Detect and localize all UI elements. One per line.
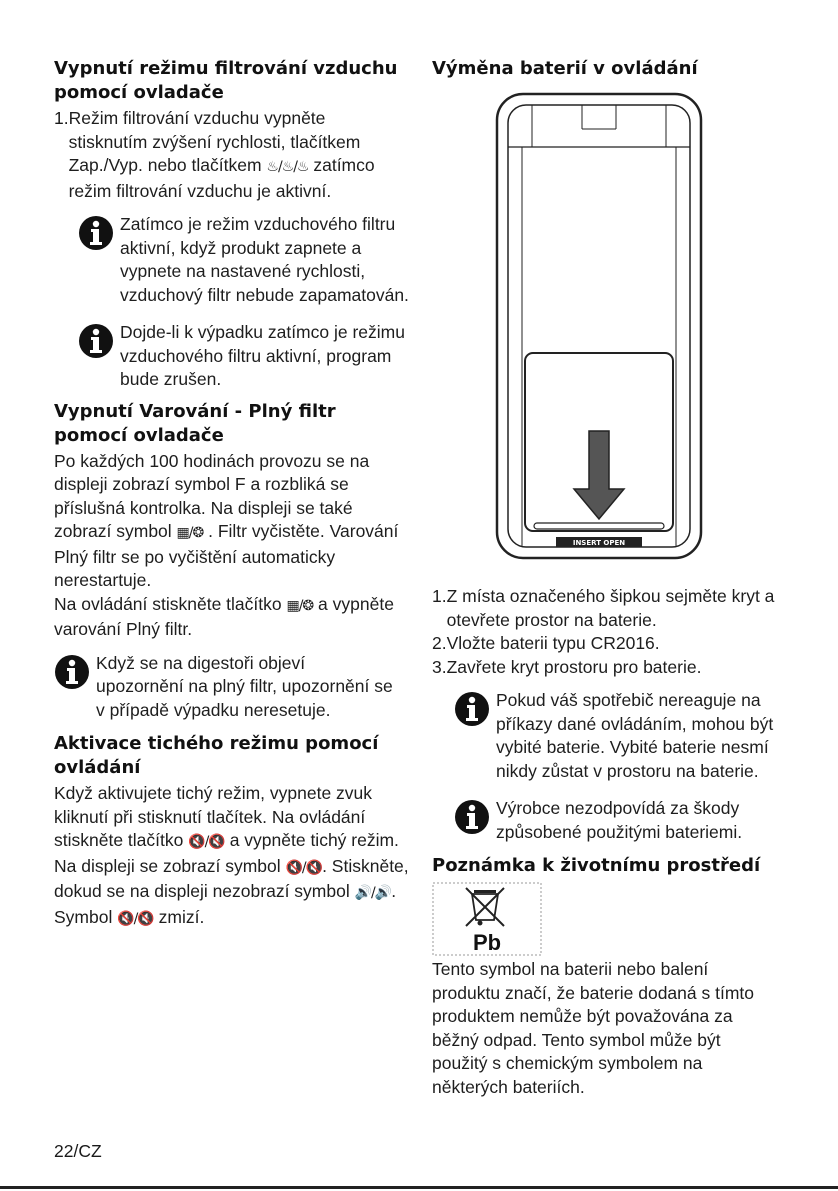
info-icon xyxy=(78,323,114,359)
info-note: Pokud váš spotřebič nereaguje na příkazy dané ovládáním, mohou být vybité baterie. Vybité baterie nesmí nikdy zůstat v prostoru na baterie. xyxy=(454,689,802,783)
page-divider xyxy=(0,1186,838,1189)
info-note: Když se na digestoři objeví upozornění na plný filtr, upozornění se v případě výpadku neresetuje. xyxy=(54,652,414,723)
weee-symbol xyxy=(432,882,542,956)
silent-glyph: 🔇/🔇 xyxy=(188,834,225,850)
paragraph: Tento symbol na baterii nebo balení produktu značí, že baterie dodaná s tímto produktem nemůže být považována za běžný odpad. Tento symbol může být použitý s chemickým symbolem na některých bateriích. xyxy=(432,959,754,1097)
info-note: Dojde-li k výpadku zatímco je režimu vzduchového filtru aktivní, program bude zrušen. xyxy=(78,321,414,392)
info-icon xyxy=(454,799,490,835)
list-item: 3. Zavřete kryt prostoru pro baterie. xyxy=(432,656,702,677)
list-item: 2. Vložte baterii typu CR2016. xyxy=(432,633,660,653)
section-title-environment: Poznámka k životnímu prostředí xyxy=(432,855,761,876)
speed-glyph: ♨/♨/♨ xyxy=(266,159,309,175)
crossed-bin-icon xyxy=(466,888,504,926)
right-column xyxy=(432,57,802,1099)
list-item: 1. Z místa označeného šipkou sejměte kryt a otevřete prostor na baterie. xyxy=(432,586,775,630)
section-title-silent-mode: Aktivace tichého režimu pomocí ovládání xyxy=(54,733,379,778)
paragraph: Na ovládání stiskněte tlačítko ▦/❂ a vypněte varování Plný filtr. xyxy=(54,593,394,639)
section-title-battery: Výměna baterií v ovládání xyxy=(432,58,698,79)
pb-symbol: Pb xyxy=(472,930,502,955)
section-title-full-filter: Vypnutí Varování - Plný filtr pomocí ovladače xyxy=(54,400,336,446)
section-title-air-filter: Vypnutí režimu filtrování vzduchu pomocí ovladače xyxy=(54,58,398,103)
info-note: Zatímco je režim vzduchového filtru aktivní, když produkt zapnete a vypnete na nastavené rychlosti, vzduchový filtr nebude zapamatován. xyxy=(78,213,414,307)
battery-steps xyxy=(432,585,802,679)
filter-glyph: ▦/❂ xyxy=(176,525,204,541)
paragraph: Když aktivujete tichý režim, vypnete zvuk kliknutí při stisknutí tlačítek. Na ovládání stiskněte tlačítko 🔇/🔇 a vypněte tichý režim. Na displeji se zobrazí symbol 🔇/🔇. Stiskněte, dokud se na displeji nezobrazí symbol 🔊/🔊. Symbol 🔇/🔇 zmizí. xyxy=(54,783,409,927)
page-number: 22/CZ xyxy=(54,1141,102,1161)
paragraph: Po každých 100 hodinách provozu se na displeji zobrazí symbol F a rozbliká se příslušná kontrolka. Na displeji se také zobrazí symbol ▦/❂ . Filtr vyčistěte. Varování Plný filtr se po vyčištění automaticky nerestartuje. xyxy=(54,450,399,590)
list-item xyxy=(54,107,414,203)
remote-label: INSERT OPEN xyxy=(572,539,626,547)
info-icon xyxy=(454,691,490,727)
silent-glyph: 🔇/🔇 xyxy=(285,859,323,876)
step-text: Režim filtrování vzduchu vypněte stisknutím zvýšení rychlosti, tlačítkem Zap./Vyp. nebo tlačítkem ♨/♨/♨ zatímco režim filtrování vzduchu je aktivní. xyxy=(68,108,375,201)
step-number: 1. xyxy=(54,108,69,128)
filter-glyph: ▦/❂ xyxy=(286,597,314,614)
remote-control-illustration xyxy=(494,91,704,561)
info-icon xyxy=(78,215,114,251)
left-column xyxy=(54,57,414,931)
info-note: Výrobce nezodpovídá za škody způsobené použitými bateriemi. xyxy=(454,797,802,844)
sound-glyph: 🔊/🔊 xyxy=(354,885,392,901)
silent-glyph: 🔇/🔇 xyxy=(117,910,154,927)
info-icon xyxy=(54,654,90,690)
